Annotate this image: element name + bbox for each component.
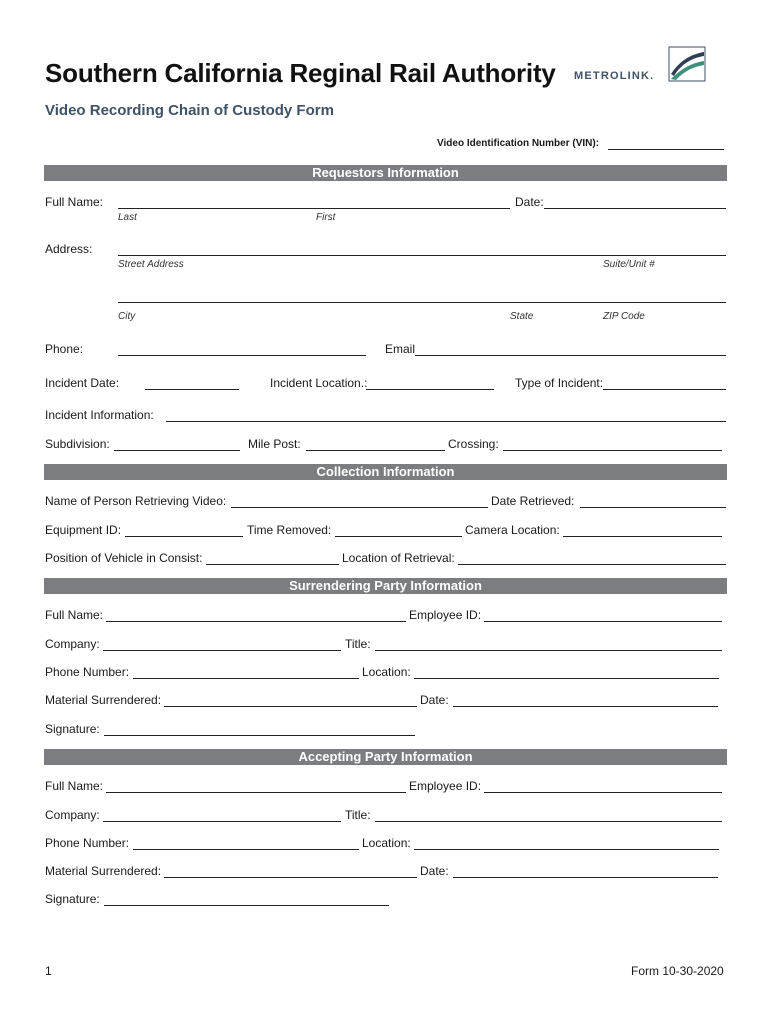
surrendering-title-label: Title: xyxy=(345,637,371,651)
accepting-full-name-label: Full Name: xyxy=(45,779,104,793)
suite-unit-caption: Suite/Unit # xyxy=(603,259,655,270)
accepting-phone-field[interactable] xyxy=(133,849,359,850)
date-retrieved-field[interactable] xyxy=(580,507,726,508)
surrendering-phone-field[interactable] xyxy=(133,678,359,679)
location-of-retrieval-label: Location of Retrieval: xyxy=(342,551,455,565)
surrendering-company-field[interactable] xyxy=(103,650,341,651)
accepting-title-field[interactable] xyxy=(375,821,722,822)
accepting-title-label: Title: xyxy=(345,808,371,822)
surrendering-signature-label: Signature: xyxy=(45,722,100,736)
accepting-employee-id-label: Employee ID: xyxy=(409,779,482,793)
accepting-date-label: Date: xyxy=(420,864,449,878)
equipment-id-field[interactable] xyxy=(125,536,243,537)
surrendering-location-label: Location: xyxy=(362,665,411,679)
date-retrieved-label: Date Retrieved: xyxy=(491,494,575,508)
surrendering-employee-id-label: Employee ID: xyxy=(409,608,482,622)
equipment-id-label: Equipment ID: xyxy=(45,523,122,537)
collection-section-header: Collection Information xyxy=(44,464,727,480)
incident-location-label: Incident Location.: xyxy=(270,376,368,390)
surrendering-section-header: Surrendering Party Information xyxy=(44,578,727,594)
accepting-full-name-field[interactable] xyxy=(106,792,406,793)
accepting-company-field[interactable] xyxy=(103,821,341,822)
surrendering-title-field[interactable] xyxy=(375,650,722,651)
form-title: Southern California Reginal Rail Authority xyxy=(45,58,556,88)
camera-location-label: Camera Location: xyxy=(465,523,560,537)
accepting-location-label: Location: xyxy=(362,836,411,850)
form-version: Form 10-30-2020 xyxy=(631,964,724,978)
position-in-consist-field[interactable] xyxy=(206,564,339,565)
requestor-date-field[interactable] xyxy=(544,208,726,209)
incident-date-field[interactable] xyxy=(145,389,239,390)
accepting-section-header: Accepting Party Information xyxy=(44,749,727,765)
position-in-consist-label: Position of Vehicle in Consist: xyxy=(45,551,203,565)
incident-information-field[interactable] xyxy=(166,421,726,422)
incident-location-field[interactable] xyxy=(366,389,494,390)
crossing-field[interactable] xyxy=(503,450,722,451)
accepting-material-field[interactable] xyxy=(164,877,417,878)
zip-code-caption: ZIP Code xyxy=(603,311,645,322)
metrolink-logo-icon xyxy=(668,46,706,82)
city-state-zip-field[interactable] xyxy=(118,302,726,303)
phone-field[interactable] xyxy=(118,355,366,356)
time-removed-label: Time Removed: xyxy=(247,523,332,537)
accepting-phone-label: Phone Number: xyxy=(45,836,130,850)
mile-post-field[interactable] xyxy=(306,450,445,451)
accepting-company-label: Company: xyxy=(45,808,100,822)
requestors-section-header: Requestors Information xyxy=(44,165,727,181)
location-of-retrieval-field[interactable] xyxy=(458,564,726,565)
requestor-date-label: Date: xyxy=(515,195,544,209)
address-label: Address: xyxy=(45,242,93,256)
surrendering-full-name-field[interactable] xyxy=(106,621,406,622)
surrendering-material-field[interactable] xyxy=(164,706,417,707)
form-subtitle: Video Recording Chain of Custody Form xyxy=(45,102,334,119)
metrolink-logo-text: METROLINK. xyxy=(574,70,655,82)
mile-post-label: Mile Post: xyxy=(248,437,301,451)
street-address-field[interactable] xyxy=(118,255,726,256)
requestor-full-name-field[interactable] xyxy=(118,208,510,209)
subdivision-field[interactable] xyxy=(114,450,240,451)
accepting-employee-id-field[interactable] xyxy=(484,792,722,793)
page-number: 1 xyxy=(45,964,52,978)
type-of-incident-label: Type of Incident: xyxy=(515,376,604,390)
time-removed-field[interactable] xyxy=(335,536,462,537)
requestor-full-name-label: Full Name: xyxy=(45,195,104,209)
surrendering-phone-label: Phone Number: xyxy=(45,665,130,679)
last-name-caption: Last xyxy=(118,212,137,223)
vin-label: Video Identification Number (VIN): xyxy=(437,138,600,149)
accepting-signature-label: Signature: xyxy=(45,892,100,906)
email-field[interactable] xyxy=(415,355,726,356)
incident-information-label: Incident Information: xyxy=(45,408,154,422)
city-caption: City xyxy=(118,311,136,322)
vin-field[interactable] xyxy=(608,149,724,150)
camera-location-field[interactable] xyxy=(563,536,722,537)
accepting-signature-field[interactable] xyxy=(104,905,389,906)
email-label: Email xyxy=(385,342,416,356)
accepting-material-label: Material Surrendered: xyxy=(45,864,162,878)
accepting-date-field[interactable] xyxy=(453,877,718,878)
subdivision-label: Subdivision: xyxy=(45,437,110,451)
type-of-incident-field[interactable] xyxy=(603,389,726,390)
state-caption: State xyxy=(510,311,534,322)
person-retrieving-field[interactable] xyxy=(231,507,488,508)
crossing-label: Crossing: xyxy=(448,437,499,451)
surrendering-company-label: Company: xyxy=(45,637,100,651)
phone-label: Phone: xyxy=(45,342,84,356)
surrendering-employee-id-field[interactable] xyxy=(484,621,722,622)
accepting-location-field[interactable] xyxy=(414,849,719,850)
surrendering-signature-field[interactable] xyxy=(104,735,415,736)
surrendering-location-field[interactable] xyxy=(414,678,719,679)
surrendering-date-label: Date: xyxy=(420,693,449,707)
first-name-caption: First xyxy=(316,212,336,223)
surrendering-full-name-label: Full Name: xyxy=(45,608,104,622)
person-retrieving-label: Name of Person Retrieving Video: xyxy=(45,494,227,508)
incident-date-label: Incident Date: xyxy=(45,376,120,390)
street-address-caption: Street Address xyxy=(118,259,184,270)
surrendering-date-field[interactable] xyxy=(453,706,718,707)
surrendering-material-label: Material Surrendered: xyxy=(45,693,162,707)
